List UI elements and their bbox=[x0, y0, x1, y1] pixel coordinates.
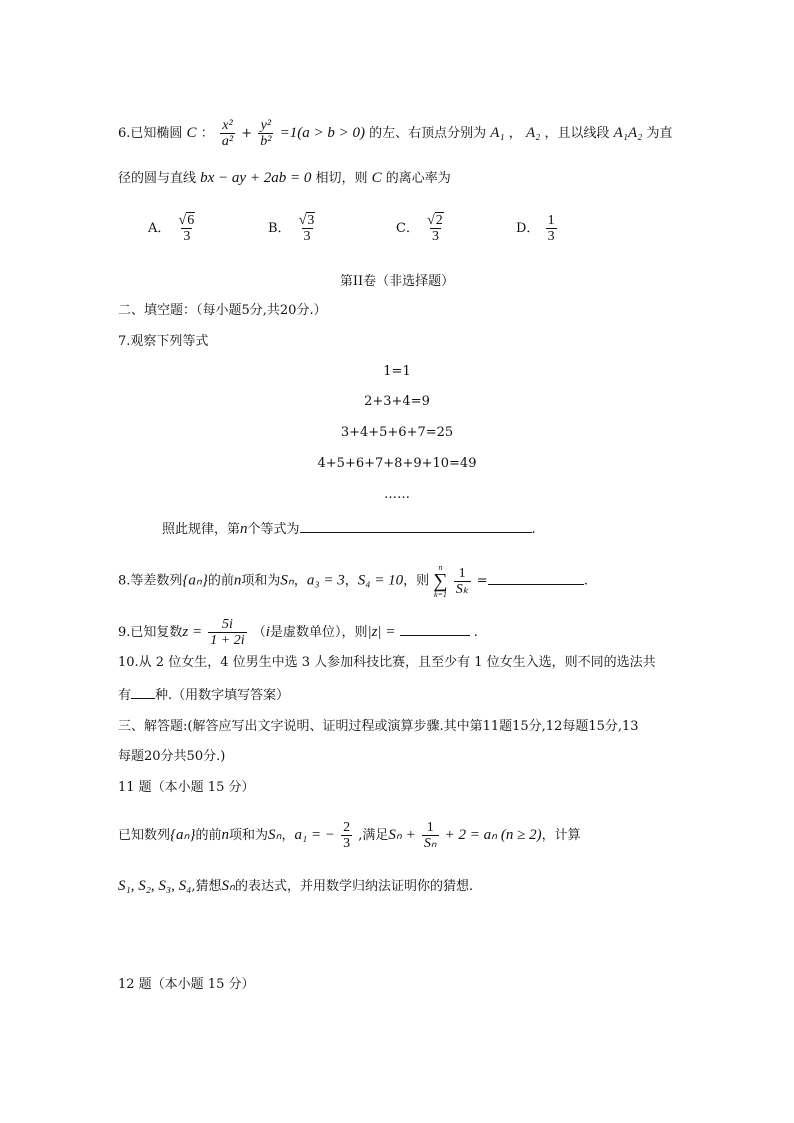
sum-sn: Sₙ + bbox=[388, 827, 416, 843]
frac-den: a² bbox=[221, 134, 234, 149]
option-c[interactable] bbox=[396, 213, 448, 244]
q9-text: 是虚数单位），则 bbox=[269, 625, 368, 640]
sigma-lower: k=1 bbox=[433, 590, 447, 599]
sqrt-numerator: √2 bbox=[427, 213, 443, 228]
q10-text: 有 bbox=[118, 688, 132, 703]
frac-den: 3 bbox=[303, 229, 311, 244]
question-11-line-1 bbox=[118, 820, 581, 851]
sums-list: S₁, S₂, S₃, S₄ bbox=[118, 878, 192, 894]
frac-den: 1 + 2i bbox=[210, 633, 245, 648]
plus: + bbox=[241, 126, 253, 141]
question-9 bbox=[118, 617, 478, 648]
sigma-upper: n bbox=[438, 563, 443, 572]
point-a2: A₂ bbox=[525, 125, 541, 141]
q6-text: ，且以线段 bbox=[544, 126, 610, 141]
frac-num: x² bbox=[222, 118, 233, 133]
sum-sn: Sₙ bbox=[221, 878, 235, 894]
question-11-line-2 bbox=[118, 876, 473, 897]
q11-text: ，计算 bbox=[541, 828, 581, 843]
question-12-title: 12 题（本小题 15 分） bbox=[118, 977, 255, 992]
question-7-prompt bbox=[162, 518, 536, 540]
frac-den: 3 bbox=[431, 229, 439, 244]
option-a[interactable] bbox=[148, 213, 199, 244]
q7-text: 个等式为 bbox=[247, 522, 300, 537]
equation-3: 3+4+5+6+7=25 bbox=[340, 425, 454, 440]
sqrt-numerator: √6 bbox=[178, 213, 195, 228]
fraction-y2-b2 bbox=[258, 118, 273, 149]
question-7-intro: 7.观察下列等式 bbox=[118, 334, 209, 349]
q8-text: 的前 bbox=[207, 573, 234, 589]
answer-blank[interactable] bbox=[400, 621, 470, 636]
sum-sn: Sₙ bbox=[280, 572, 294, 589]
ellipse-condition: =1(a > b > 0) bbox=[279, 125, 365, 141]
sum-s4: S₄ = 10 bbox=[357, 572, 404, 589]
frac-den: 3 bbox=[343, 836, 351, 851]
frac-num: 1 bbox=[426, 820, 434, 835]
q10-text: 种.（用数字填写答案） bbox=[155, 688, 290, 703]
question-10-line-2 bbox=[118, 684, 289, 706]
sqrt-numerator: √3 bbox=[298, 213, 315, 228]
option-fraction bbox=[297, 213, 318, 244]
var-n: n bbox=[233, 572, 242, 589]
q11-text: 已知数列 bbox=[118, 828, 171, 843]
frac-den: 3 bbox=[183, 229, 191, 244]
frac-num: 1 bbox=[547, 213, 555, 228]
q11-text: 的表达式，并用数学归纳法证明你的猜想. bbox=[234, 879, 474, 894]
q9-text: （ bbox=[252, 625, 266, 640]
q11-text: ,满足 bbox=[358, 828, 389, 843]
q8-text: ，则 bbox=[403, 573, 430, 589]
recurrence: + 2 = aₙ (n ≥ 2) bbox=[444, 827, 542, 843]
option-label: A． bbox=[148, 221, 171, 236]
sigma-icon: ∑ bbox=[433, 570, 448, 592]
q6-text: 相切，则 bbox=[315, 171, 368, 186]
q6-text: 为直 bbox=[646, 126, 673, 141]
q11-text: 的前 bbox=[195, 828, 222, 843]
question-6-line-1 bbox=[118, 118, 673, 149]
period: . bbox=[473, 625, 478, 640]
separator: ， bbox=[293, 573, 307, 589]
point-a1: A₁ bbox=[490, 125, 505, 141]
var-n: n bbox=[240, 521, 248, 537]
frac-num: 1 bbox=[458, 565, 466, 581]
frac-den: Sₖ bbox=[455, 581, 469, 597]
q7-text: 照此规律，第 bbox=[162, 522, 241, 537]
equals: = bbox=[476, 573, 488, 589]
q11-text: ,猜想 bbox=[191, 879, 222, 894]
var-i: i bbox=[265, 624, 270, 640]
sequence: {aₙ} bbox=[182, 572, 208, 589]
q8-text: 项和为 bbox=[241, 573, 281, 589]
fraction-x2-a2 bbox=[220, 118, 235, 149]
sum-sn: Sₙ bbox=[268, 827, 282, 843]
frac-den: Sₙ bbox=[423, 836, 437, 851]
option-fraction bbox=[425, 213, 446, 244]
ellipsis: …… bbox=[384, 487, 410, 502]
q8-text: 8.等差数列 bbox=[118, 573, 183, 589]
q6-number: 6.已知椭圆 bbox=[118, 126, 183, 141]
question-10-line-1: 10.从 2 位女生，4 位男生中选 3 人参加科技比赛，且至少有 1 位女生入选，则不同的选法共 bbox=[118, 655, 656, 670]
frac-num: 2 bbox=[343, 820, 351, 835]
answer-blank[interactable] bbox=[131, 684, 155, 699]
var-z: z = bbox=[182, 624, 203, 640]
separator: ， bbox=[281, 828, 295, 843]
option-d[interactable] bbox=[516, 213, 559, 244]
solve-heading-line-2: 每题20分共50分.) bbox=[118, 749, 226, 764]
summation bbox=[433, 563, 447, 599]
option-label: D． bbox=[516, 221, 540, 236]
term-a1: a₁ = − bbox=[294, 827, 335, 843]
q11-text: 项和为 bbox=[229, 828, 269, 843]
separator: ， bbox=[344, 573, 358, 589]
answer-blank[interactable] bbox=[488, 570, 584, 585]
q6-text: 的离心率为 bbox=[385, 171, 451, 186]
section-2-title: 第II卷（非选择题） bbox=[339, 274, 455, 289]
frac-den: 3 bbox=[547, 229, 555, 244]
option-label: C． bbox=[396, 221, 419, 236]
equation-1: 1=1 bbox=[383, 364, 411, 379]
question-11-title: 11 题（本小题 15 分） bbox=[118, 780, 255, 795]
option-label: B． bbox=[268, 221, 291, 236]
segment-a1a2: A₁A₂ bbox=[613, 125, 643, 141]
period: . bbox=[583, 573, 588, 589]
sqrt-value: 6 bbox=[187, 213, 195, 228]
option-fraction bbox=[546, 213, 557, 244]
fraction-2-3 bbox=[341, 820, 352, 851]
sqrt-value: 2 bbox=[435, 213, 443, 228]
separator: ， bbox=[508, 126, 522, 141]
fill-in-heading: 二、填空题：（每小题5分,共20分.） bbox=[118, 303, 327, 318]
answer-blank[interactable] bbox=[300, 518, 532, 533]
fraction-5i bbox=[208, 617, 246, 648]
equation-4: 4+5+6+7+8+9+10=49 bbox=[317, 456, 477, 471]
term-a3: a₃ = 3 bbox=[306, 572, 345, 589]
fraction-1-sn bbox=[422, 820, 439, 851]
q6-text: 径的圆与直线 bbox=[118, 171, 197, 186]
sequence: {aₙ} bbox=[170, 827, 196, 843]
colon: ： bbox=[200, 126, 214, 141]
equation-2: 2+3+4=9 bbox=[364, 394, 430, 409]
question-8 bbox=[118, 563, 588, 599]
solve-heading-line-1: 三、解答题:(解答应写出文字说明、证明过程或演算步骤.其中第11题15分,12每题15分,13 bbox=[118, 719, 639, 734]
option-fraction bbox=[177, 213, 198, 244]
var-c: C bbox=[186, 125, 197, 141]
option-b[interactable] bbox=[268, 213, 319, 244]
frac-num: 5i bbox=[221, 617, 233, 632]
var-n: n bbox=[221, 827, 230, 843]
frac-num: y² bbox=[260, 118, 272, 133]
abs-z: |z| = bbox=[367, 624, 396, 640]
fraction-1-sk bbox=[454, 566, 471, 597]
period: . bbox=[531, 522, 536, 537]
q9-text: 9.已知复数 bbox=[118, 625, 183, 640]
q6-text: 的左、右顶点分别为 bbox=[369, 126, 487, 141]
line-equation: bx − ay + 2ab = 0 bbox=[200, 170, 312, 186]
var-c: C bbox=[371, 170, 382, 186]
question-6-line-2 bbox=[118, 168, 451, 189]
sqrt-value: 3 bbox=[307, 213, 315, 228]
frac-den: b² bbox=[260, 134, 272, 149]
